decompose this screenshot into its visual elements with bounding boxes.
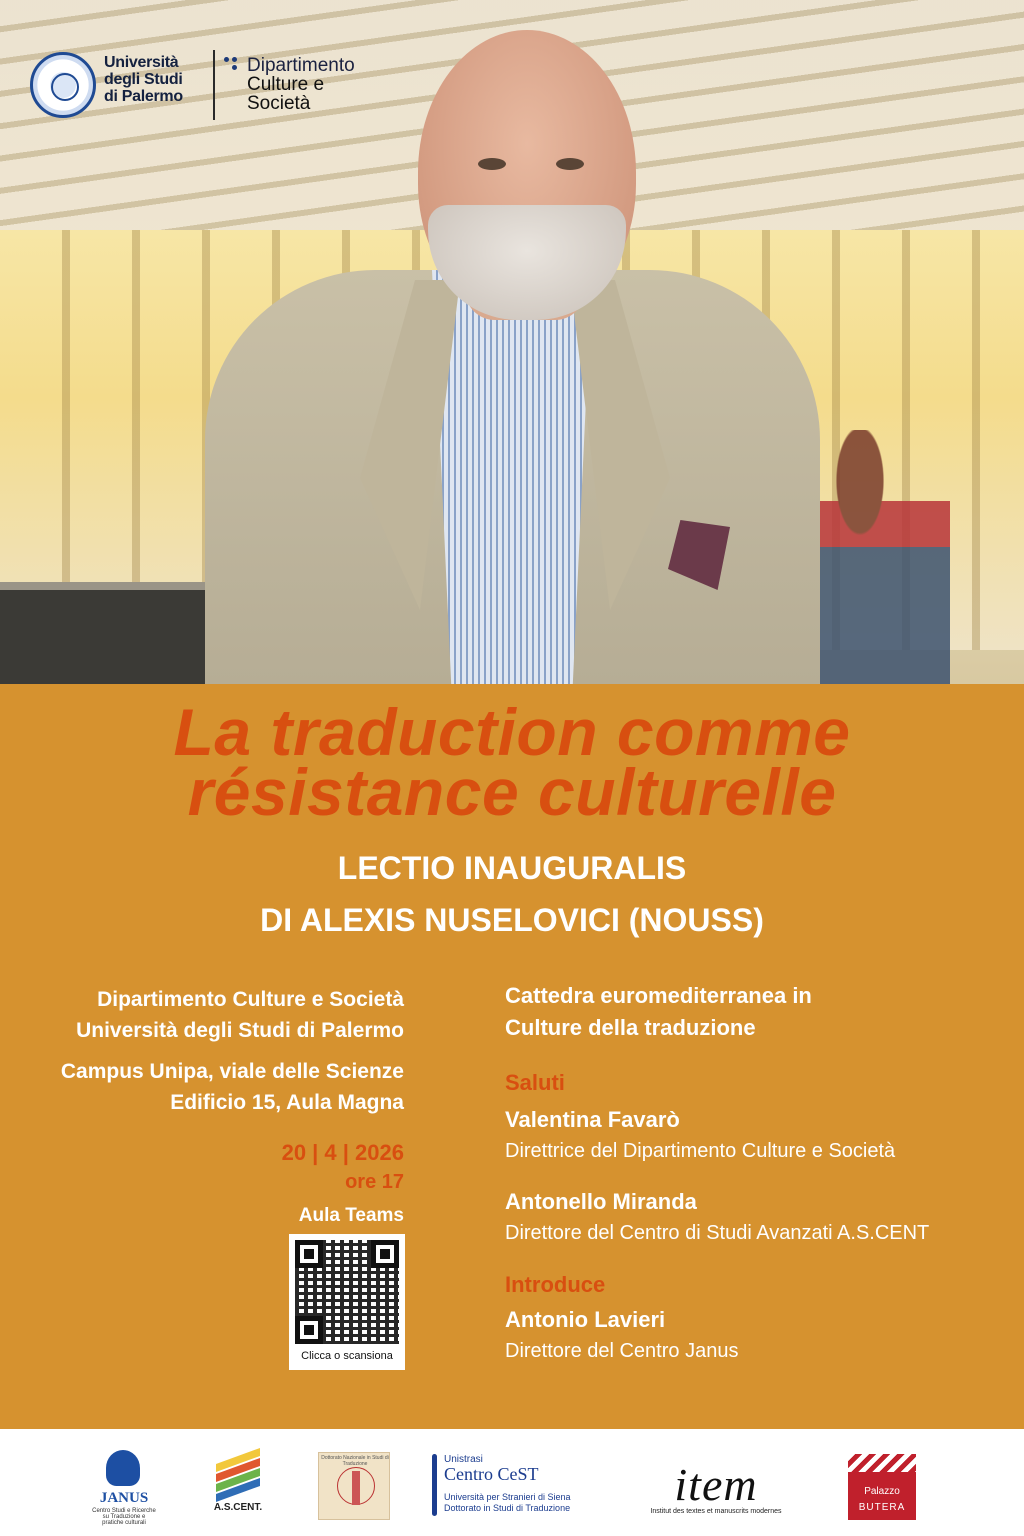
department-dots-icon bbox=[224, 57, 242, 75]
university-name: Università degli Studi di Palermo bbox=[104, 54, 183, 105]
speaker-role: Direttrice del Dipartimento Culture e Società bbox=[505, 1140, 896, 1162]
speaker-name: Antonello Miranda bbox=[505, 1189, 697, 1214]
cest-logo: Unistrasi Centro CeST Università per Stranieri di Siena Dottorato in Studi di Traduzione bbox=[432, 1454, 582, 1520]
speaker-role: Direttore del Centro di Studi Avanzati A.S.CENT bbox=[505, 1222, 930, 1244]
teams-qr-code[interactable] bbox=[289, 1234, 405, 1370]
event-title: La traduction comme résistance culturelle bbox=[173, 695, 851, 829]
introducer-role: Direttore del Centro Janus bbox=[505, 1340, 739, 1362]
event-subtitle: LECTIO INAUGURALIS DI ALEXIS NUSELOVICI (NOUSS) bbox=[260, 850, 764, 938]
university-seal-icon bbox=[30, 52, 96, 118]
venue-line: Campus Unipa, viale delle Scienze bbox=[60, 1060, 404, 1083]
event-date: 20 | 4 | 2026 bbox=[281, 1140, 404, 1165]
chair-title: Culture della traduzione bbox=[505, 1015, 756, 1040]
qr-caption: Clicca o scansiona bbox=[301, 1350, 393, 1362]
event-time: ore 17 bbox=[345, 1171, 404, 1193]
speaker-name: Valentina Favarò bbox=[505, 1107, 680, 1132]
introducer-name: Antonio Lavieri bbox=[505, 1307, 666, 1332]
venue-info bbox=[4, 984, 404, 1230]
chair-title: Cattedra euromediterranea in bbox=[505, 983, 812, 1008]
online-label: Aula Teams bbox=[298, 1205, 404, 1226]
header-divider bbox=[213, 50, 215, 120]
venue-line: Dipartimento Culture e Società bbox=[97, 988, 404, 1011]
vitruvian-logo: Dottorato Nazionale in Studi di Traduzione bbox=[318, 1452, 390, 1520]
greetings-label: Saluti bbox=[505, 1070, 565, 1095]
janus-logo: JANUS Centro Studi e Ricerche su Traduzione e pratiche culturali bbox=[92, 1450, 156, 1520]
palazzo-butera-logo: Palazzo BUTERA bbox=[848, 1454, 916, 1520]
intro-label: Introduce bbox=[505, 1272, 606, 1297]
venue-line: Università degli Studi di Palermo bbox=[76, 1019, 404, 1042]
background-person bbox=[800, 430, 950, 684]
item-logo: item Institut des textes et manuscrits modernes bbox=[650, 1459, 782, 1515]
ascent-logo: A.S.CENT. bbox=[212, 1452, 264, 1520]
venue-line: Edificio 15, Aula Magna bbox=[170, 1091, 404, 1114]
department-name: Dipartimento Culture e Società bbox=[247, 55, 355, 114]
program-info bbox=[505, 980, 1005, 1366]
